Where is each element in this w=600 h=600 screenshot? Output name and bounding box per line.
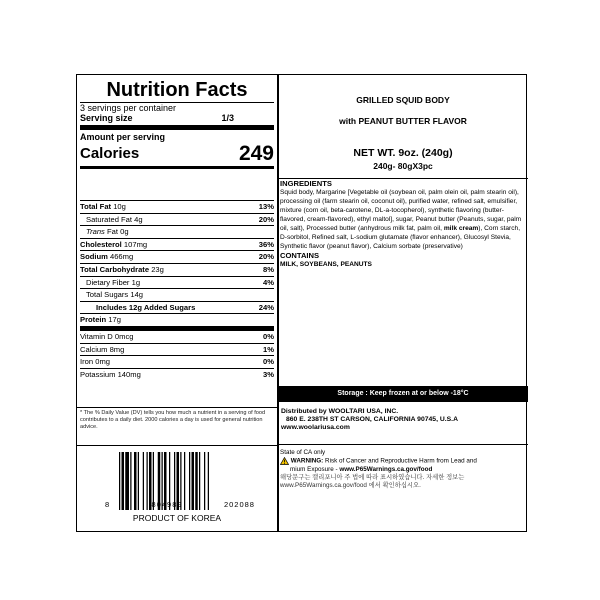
row-potassium: Potassium 140mg 3% xyxy=(80,369,274,379)
row-total-fat: Total Fat 10g 13% xyxy=(80,202,274,211)
nutrition-title: Nutrition Facts xyxy=(106,79,248,101)
ingredients-text: Squid body, Margarine [Vegetable oil (soybean oil, palm olein oil, palm stearin oil), processing oil (farm stearin oil, coconut oil), purified water, refined salt, emulsifier, mixture (corn oil, beta-carotene, DL-a-tocopherol), synthetic flavoring (butter-flavored, cream-flavored), ethyl maltol], sugar, Peanut butter (Peanuts, sugar, palm oil, salt), Processed butter (anhydrous milk fat, palm oil, milk cream), Corn starch, D-sorbitol, Refined salt, L-sodium glutamate (flavor enhancer), Glucosyl Stevia, Synthetic flavor (peanut flavor), Calcium sorbate (preservative) xyxy=(280,189,522,250)
net-weight: NET WT. 9oz. (240g) xyxy=(353,147,453,159)
warning-korean-1: 해당문구는 캘리포니아 주 법에 따라 표시하였습니다. 자세한 정보는 xyxy=(280,473,465,481)
warning-line-2: mium Exposure - www.P65Warnings.ca.gov/food xyxy=(290,465,433,473)
row-total-carbohydrate: Total Carbohydrate 23g 8% xyxy=(80,264,274,274)
calories-value: 249 xyxy=(238,142,274,165)
nutrition-facts-panel xyxy=(77,75,277,445)
row-total-sugars: Total Sugars 14g xyxy=(80,288,274,301)
warning-triangle-icon xyxy=(280,457,289,465)
product-origin: PRODUCT OF KOREA xyxy=(132,513,222,523)
row-saturated-fat: Saturated Fat 4g 20% xyxy=(80,213,274,226)
daily-value-footnote: * The % Daily Value (DV) tells you how much a nutrient in a serving of food contributes to a daily diet. 2000 calories a day is used for general nutrition advice. xyxy=(77,407,277,443)
row-trans-fat: Trans Fat 0g xyxy=(80,225,274,238)
serving-size-label: Serving size xyxy=(80,113,133,123)
ingredients-heading: INGREDIENTS xyxy=(280,179,332,188)
warning-state: State of CA only xyxy=(280,449,326,456)
warning-korean-2: www.P65Warnings.ca.gov/food 에서 확인하십시오. xyxy=(280,481,421,489)
net-weight-breakdown: 240g- 80gX3pc xyxy=(373,161,433,171)
product-name: GRILLED SQUID BODY xyxy=(356,95,450,105)
contains-text: MILK, SOYBEANS, PEANUTS xyxy=(280,261,372,268)
storage-banner: Storage : Keep frozen at or below -18°C xyxy=(278,386,528,401)
row-added-sugars: Includes 12g Added Sugars 24% xyxy=(80,301,274,314)
distributor-name: Distributed by WOOLTARI USA, INC. xyxy=(281,408,399,415)
barcode-digits: 8 804989 202088 xyxy=(105,500,255,509)
distributor-section xyxy=(278,401,528,445)
calories-label: Calories xyxy=(80,145,140,162)
product-header xyxy=(278,75,528,179)
product-label xyxy=(76,74,527,532)
serving-size-value: 1/3 xyxy=(221,113,234,123)
row-iron: Iron 0mg 0% xyxy=(80,357,274,367)
row-dietary-fiber: Dietary Fiber 1g 4% xyxy=(80,276,274,289)
distributor-website: www.woolariusa.com xyxy=(281,424,350,431)
row-vitamin-d: Vitamin D 0mcg 0% xyxy=(80,331,274,341)
warning-line-1: WARNING: Risk of Cancer and Reproductive Harm from Lead and xyxy=(280,457,526,466)
ingredients-section xyxy=(280,179,526,386)
distributor-address: 860 E. 238TH ST CARSON, CALIFORNIA 90745, U.S.A xyxy=(286,416,458,423)
row-cholesterol: Cholesterol 107mg 36% xyxy=(80,239,274,249)
prop65-warning xyxy=(280,449,526,490)
dv-header-space xyxy=(80,170,274,200)
amount-per-serving: Amount per serving xyxy=(80,132,166,142)
product-flavor: with PEANUT BUTTER FLAVOR xyxy=(339,116,467,126)
row-calcium: Calcium 8mg 1% xyxy=(80,344,274,354)
contains-heading: CONTAINS xyxy=(280,251,320,260)
serving-size xyxy=(80,113,274,124)
barcode-section xyxy=(77,445,277,534)
row-sodium: Sodium 466mg 20% xyxy=(80,252,274,262)
servings-per-container: 3 servings per container xyxy=(80,103,177,113)
calories-row xyxy=(80,143,274,165)
row-protein: Protein 17g xyxy=(80,313,274,326)
